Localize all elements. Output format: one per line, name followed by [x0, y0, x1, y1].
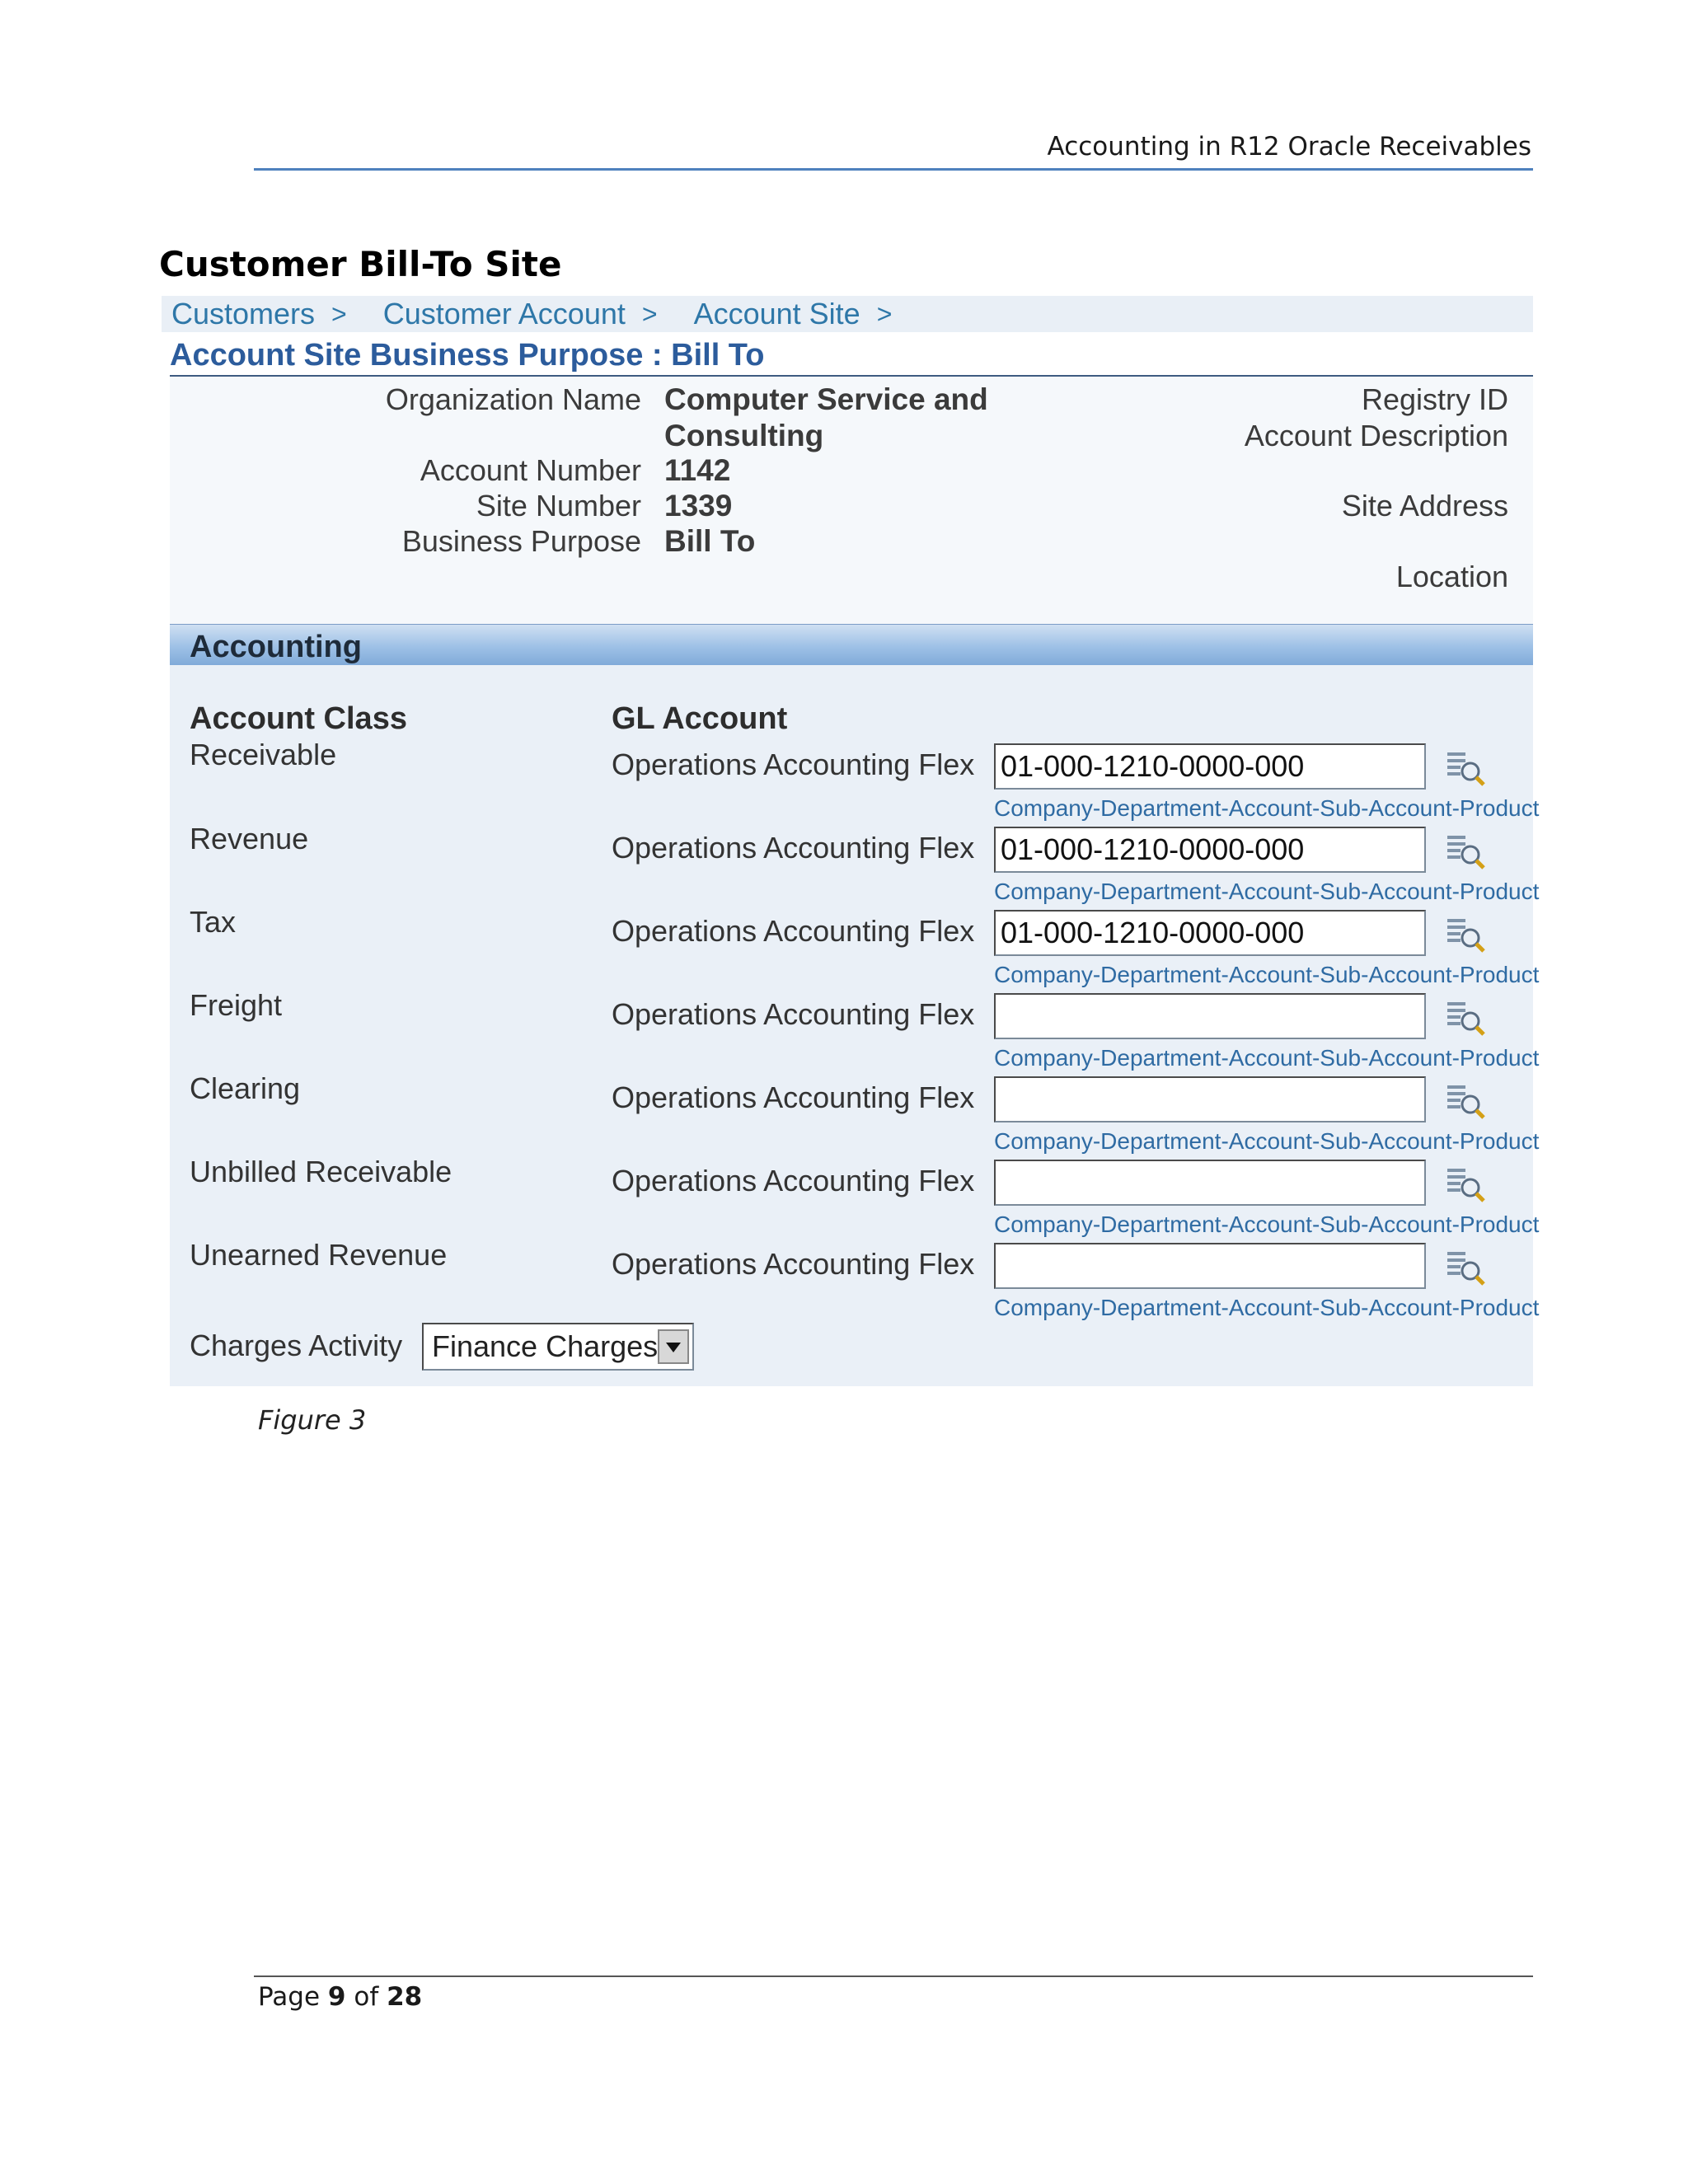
document-header-title: Accounting in R12 Oracle Receivables [1047, 132, 1531, 162]
org-name-label: Organization Name [385, 382, 641, 416]
breadcrumb-account-site[interactable]: Account Site [693, 297, 860, 330]
segment-hint: Company-Department-Account-Sub-Account-Product [994, 962, 1540, 987]
page-of: of [354, 1982, 379, 2012]
figure-caption: Figure 3 [258, 1404, 367, 1436]
footer-rule [254, 1975, 1533, 1977]
breadcrumb-customers[interactable]: Customers [171, 297, 316, 330]
account-class-label: Unbilled Receivable [190, 1155, 452, 1188]
segment-hint: Company-Department-Account-Sub-Account-Product [994, 879, 1540, 904]
segment-hint: Company-Department-Account-Sub-Account-Product [994, 1045, 1540, 1071]
chevron-down-icon [659, 1331, 687, 1362]
search-list-icon[interactable] [1446, 749, 1489, 787]
flex-label: Operations Accounting Flex [612, 914, 975, 948]
org-name-value-line2: Consulting [664, 419, 824, 452]
flex-label: Operations Accounting Flex [612, 997, 975, 1031]
segment-hint: Company-Department-Account-Sub-Account-Product [994, 1212, 1540, 1237]
flex-label: Operations Accounting Flex [612, 1080, 975, 1114]
gl-account-input[interactable] [994, 910, 1426, 956]
account-class-label: Revenue [190, 822, 309, 855]
breadcrumb [162, 296, 1533, 332]
site-info-panel [170, 377, 1533, 625]
site-number-value: 1339 [664, 489, 733, 523]
site-number-label: Site Number [476, 489, 641, 523]
page-current: 9 [327, 1982, 346, 2012]
gl-account-input[interactable] [994, 1076, 1426, 1122]
flex-label: Operations Accounting Flex [612, 831, 975, 865]
page-total: 28 [387, 1982, 423, 2012]
account-description-label: Account Description [1244, 419, 1508, 452]
account-class-label: Freight [190, 988, 283, 1022]
search-list-icon[interactable] [1446, 916, 1489, 954]
search-list-icon[interactable] [1446, 999, 1489, 1037]
business-purpose-label: Business Purpose [401, 524, 641, 558]
gl-account-input[interactable] [994, 1160, 1426, 1206]
account-class-label: Tax [190, 905, 237, 939]
breadcrumb-separator: > [876, 298, 893, 329]
breadcrumb-separator: > [331, 298, 347, 329]
accounting-section [170, 665, 1540, 1386]
account-class-label: Unearned Revenue [190, 1238, 448, 1272]
site-address-label: Site Address [1341, 489, 1508, 523]
registry-id-label: Registry ID [1361, 382, 1508, 416]
search-list-icon[interactable] [1446, 1165, 1489, 1203]
org-name-value-line1: Computer Service and [664, 382, 988, 416]
page-number [258, 1982, 422, 2012]
breadcrumb-separator: > [641, 298, 658, 329]
flex-label: Operations Accounting Flex [612, 1247, 975, 1281]
breadcrumb-customer-account[interactable]: Customer Account [382, 297, 626, 330]
gl-account-input[interactable] [994, 743, 1426, 790]
gl-account-input[interactable] [994, 993, 1426, 1039]
accounting-section-header [170, 624, 1533, 666]
page-title: Account Site Business Purpose : Bill To [170, 338, 1533, 377]
header-rule [254, 168, 1533, 171]
charges-activity-select[interactable] [422, 1323, 694, 1371]
page-prefix: Page [258, 1982, 321, 2012]
charges-activity-label: Charges Activity [190, 1329, 403, 1362]
gl-account-heading: GL Account [612, 701, 788, 736]
account-class-label: Receivable [190, 738, 337, 771]
search-list-icon[interactable] [1446, 832, 1489, 870]
account-number-value: 1142 [664, 453, 731, 487]
segment-hint: Company-Department-Account-Sub-Account-Product [994, 1295, 1540, 1320]
segment-hint: Company-Department-Account-Sub-Account-Product [994, 795, 1540, 821]
dropdown-button[interactable] [658, 1329, 689, 1364]
search-list-icon[interactable] [1446, 1082, 1489, 1120]
segment-hint: Company-Department-Account-Sub-Account-Product [994, 1128, 1540, 1154]
accounting-header-label: Accounting [190, 630, 362, 664]
flex-label: Operations Accounting Flex [612, 1164, 975, 1197]
gl-account-input[interactable] [994, 827, 1426, 873]
gl-account-input[interactable] [994, 1243, 1426, 1289]
account-class-heading: Account Class [190, 701, 407, 736]
search-list-icon[interactable] [1446, 1249, 1489, 1286]
account-number-label: Account Number [420, 453, 641, 487]
account-class-label: Clearing [190, 1071, 301, 1105]
charges-activity-value: Finance Charges [432, 1329, 659, 1363]
location-label: Location [1395, 560, 1508, 593]
business-purpose-value: Bill To [664, 524, 756, 558]
section-title: Customer Bill-To Site [159, 244, 562, 284]
flex-label: Operations Accounting Flex [612, 748, 975, 781]
